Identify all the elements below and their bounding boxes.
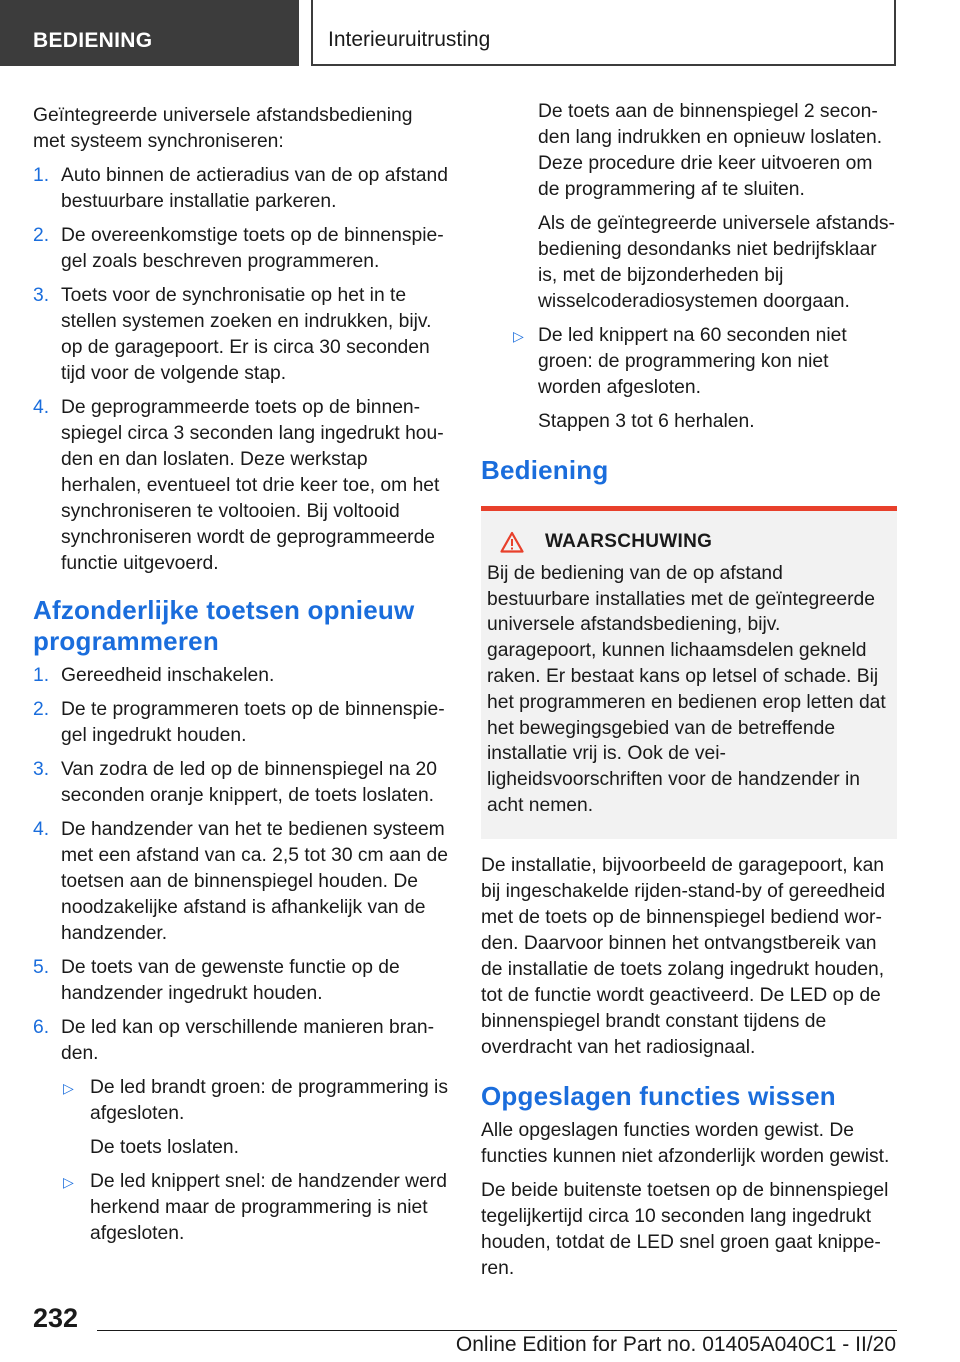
list-item xyxy=(33,757,448,809)
sub-list-item xyxy=(33,1075,448,1127)
sub-continuation: De toets aan de binnenspiegel 2 seconden lang indrukken en opnieuw loslaten. Deze procedure drie keer uitvoeren om de programmering af te sluiten. xyxy=(538,101,883,200)
edition-note: Online Edition for Part no. 01405A040C1 - II/20 xyxy=(455,1333,896,1356)
step-number: 4. xyxy=(33,397,50,418)
warning-icon xyxy=(500,531,524,553)
list-item xyxy=(33,663,448,689)
paragraph: Alle opgeslagen functies worden gewist. De functies kunnen niet afzonderlijk worden gewist. xyxy=(481,1119,890,1167)
step-text: De te programmeren toets op de binnenspiegel ingedrukt houden. xyxy=(61,699,445,746)
section-tab: BEDIENING xyxy=(0,0,299,66)
list-item xyxy=(33,955,448,1007)
step-number: 6. xyxy=(33,1017,50,1038)
section-heading: Opgeslagen functies wissen xyxy=(481,1080,836,1111)
sub-list-item xyxy=(481,323,897,401)
list-item xyxy=(33,223,448,275)
step-text: Toets voor de synchronisatie op het in te stellen systemen zoeken en indrukken, bijv. op de garagepoort. Er is circa 30 seconden tijd voor de volgende stap. xyxy=(61,285,432,384)
sub-continuation: De toets loslaten. xyxy=(90,1137,239,1158)
page-number: 232 xyxy=(33,1303,79,1333)
warning-title: WAARSCHUWING xyxy=(545,531,713,552)
step-text: De geprogrammeerde toets op de binnenspiegel circa 3 seconden lang ingedrukt houden en dan loslaten. Deze werkstap herhalen, eventueel tot drie keer toe, om het synchroniseren te voltooien. Bij voltooid synchroniseren wordt de geprogrammeerde functie uitgevoerd. xyxy=(61,397,444,574)
page-footer xyxy=(0,1290,960,1362)
step-text: De led kan op verschillende manieren branden. xyxy=(61,1017,434,1064)
step-text: Van zodra de led op de binnenspiegel na 20 seconden oranje knippert, de toets loslaten. xyxy=(61,759,437,806)
step-number: 3. xyxy=(33,759,50,780)
paragraph: De beide buitenste toetsen op de binnenspiegel tegelijkertijd circa 10 seconden lang ingedrukt houden, totdat de LED snel groen gaat knipperen. xyxy=(481,1179,889,1279)
sub-continuation: Stappen 3 tot 6 herhalen. xyxy=(538,411,755,432)
list-item xyxy=(33,1015,448,1067)
sub-continuation: Als de geïntegreerde universele afstandsbediening desondanks niet bedrijfsklaar is, met de bijzonderheden bij wisselcoderadiosystemen doorgaan. xyxy=(538,213,895,312)
sub-text: De led knippert snel: de handzender werd herkend maar de programmering is niet afgesloten. xyxy=(90,1171,447,1244)
list-item xyxy=(33,395,448,577)
paragraph: De installatie, bijvoorbeeld de garagepoort, kan bij ingeschakelde rijden-stand-by of gereedheid met de toets op de binnenspiegel bediend worden. Daarvoor binnen het ontvangstbereik van de installatie de toets zolang ingedrukt houden, tot de functie wordt geactiveerd. De LED op de binnenspiegel brandt constant tijdens de overdracht van het radiosignaal. xyxy=(481,854,886,1058)
triangle-bullet-icon: ▷ xyxy=(513,328,524,344)
step-text: Gereedheid inschakelen. xyxy=(61,665,275,686)
left-column xyxy=(33,103,448,1255)
step-text: De toets van de gewenste functie op de handzender ingedrukt houden. xyxy=(61,957,400,1004)
step-number: 1. xyxy=(33,665,50,686)
sub-list-item xyxy=(33,1169,448,1247)
step-number: 3. xyxy=(33,285,50,306)
footer-divider xyxy=(97,1330,897,1331)
step-number: 2. xyxy=(33,225,50,246)
page-header xyxy=(0,0,960,66)
intro-text: Geïntegreerde universele afstandsbediening met systeem synchroniseren: xyxy=(33,105,413,152)
section-heading-main: Bediening xyxy=(481,455,897,511)
section-heading: Afzonderlijke toetsen opnieuw programmeren xyxy=(33,595,415,656)
step-text: De handzender van het te bedienen systeem met een afstand van ca. 2,5 tot 30 cm aan de toetsen aan de binnenspiegel houden. De noodzakelijke afstand is afhankelijk van de handzender. xyxy=(61,819,448,944)
step-number: 2. xyxy=(33,699,50,720)
warning-box xyxy=(481,511,897,839)
list-item xyxy=(33,697,448,749)
sub-text: De led brandt groen: de programmering is afgesloten. xyxy=(90,1077,448,1124)
triangle-bullet-icon: ▷ xyxy=(63,1080,74,1096)
warning-header xyxy=(487,529,889,555)
triangle-bullet-icon: ▷ xyxy=(63,1174,74,1190)
step-number: 5. xyxy=(33,957,50,978)
list-item xyxy=(33,163,448,215)
warning-text: Bij de bediening van de op afstand bestuurbare installaties met de geïntegreerde universele afstandsbediening, bijv. garagepoort, kunnen lichaamsdelen gekneld raken. Er bestaat kans op letsel of schade. Bij het programmeren en bedienen erop letten dat het bewegingsgebied van de betreffende installatie vrij is. Ook de veiligheidsvoorschriften voor de handzender in acht nemen. xyxy=(487,562,886,816)
right-column xyxy=(481,99,897,1290)
step-text: Auto binnen de actieradius van de op afstand bestuurbare installatie parkeren. xyxy=(61,165,448,212)
step-text: De overeenkomstige toets op de binnenspiegel zoals beschreven programmeren. xyxy=(61,225,444,272)
step-number: 1. xyxy=(33,165,50,186)
list-item xyxy=(33,283,448,387)
step-number: 4. xyxy=(33,819,50,840)
sub-text: De led knippert na 60 seconden niet groen: de programmering kon niet worden afgesloten. xyxy=(538,325,847,398)
list-item xyxy=(33,817,448,947)
chapter-title: Interieuruitrusting xyxy=(311,0,896,66)
